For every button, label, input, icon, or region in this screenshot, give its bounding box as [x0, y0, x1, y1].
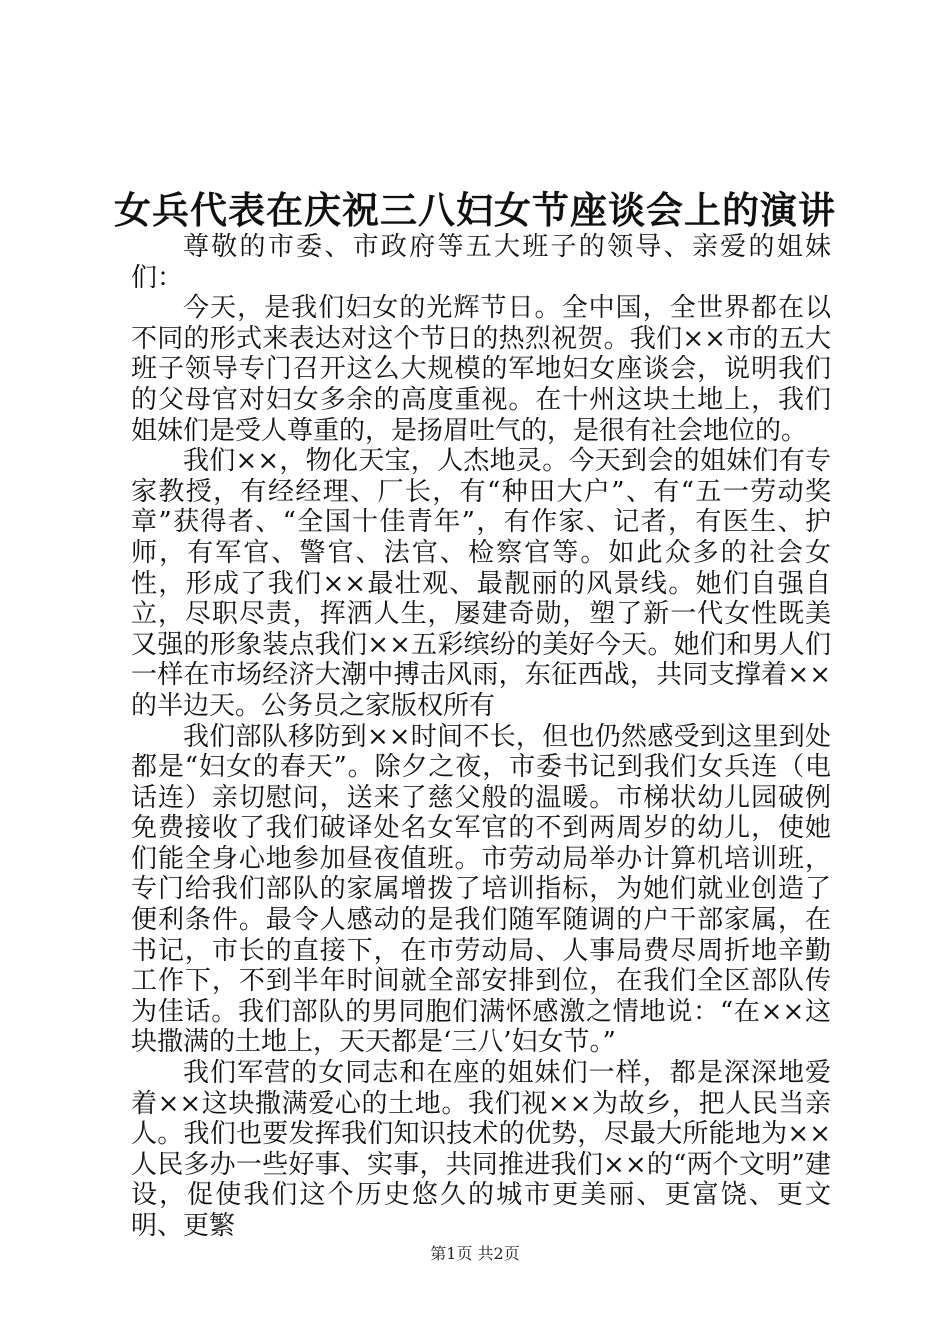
paragraph-1: 今天，是我们妇女的光辉节日。全中国，全世界都在以不同的形式来表达对这个节日的热烈祝贺。我们××市的五大班子领导专门召开这么大规模的军地妇女座谈会，说明我们的父母官对妇女多余的高度重视。在十州这块土地上，我们姐妹们是受人尊重的，是扬眉吐气的，是很有社会地位的。 [131, 293, 831, 446]
paragraph-3: 我们部队移防到××时间不长，但也仍然感受到这里到处都是“妇女的春天”。除夕之夜，市委书记到我们女兵连（电话连）亲切慰问，送来了慈父般的温暖。市梯状幼儿园破例免费接收了我们破译处名女军官的不到两周岁的幼儿，使她们能全身心地参加昼夜值班。市劳动局举办计算机培训班，专门给我们部队的家属增拨了培训指标，为她们就业创造了便利条件。最令人感动的是我们随军随调的户干部家属，在书记，市长的直接下，在市劳动局、人事局费尽周折地辛勤工作下，不到半年时间就全部安排到位，在我们全区部队传为佳话。我们部队的男同胞们满怀感激之情地说：“在××这块撒满的土地上，天天都是‘三八’妇女节。” [131, 721, 831, 1058]
page-number-footer: 第1页 共2页 [430, 1244, 520, 1263]
paragraph-4: 我们军营的女同志和在座的姐妹们一样，都是深深地爱着××这块撒满爱心的土地。我们视××为故乡，把人民当亲人。我们也要发挥我们知识技术的优势，尽最大所能地为××人民多办一些好事、实事，共同推进我们××的“两个文明”建设，促使我们这个历史悠久的城市更美丽、更富饶、更文明、更繁 [131, 1058, 831, 1241]
document-body [131, 232, 831, 1242]
paragraph-salutation: 尊敬的市委、市政府等五大班子的领导、亲爱的姐妹们： [131, 232, 831, 293]
paragraph-2: 我们××，物化天宝，人杰地灵。今天到会的姐妹们有专家教授，有经经理、厂长，有“种田大户”、有“五一劳动奖章”获得者、“全国十佳青年”，有作家、记者，有医生、护师，有军官、警官、法官、检察官等。如此众多的社会女性，形成了我们××最壮观、最靓丽的风景线。她们自强自立，尽职尽责，挥洒人生，屡建奇勋，塑了新一代女性既美又强的形象装点我们××五彩缤纷的美好今天。她们和男人们一样在市场经济大潮中搏击风雨，东征西战，共同支撑着××的半边天。公务员之家版权所有 [131, 446, 831, 721]
document-title: 女兵代表在庆祝三八妇女节座谈会上的演讲 [114, 188, 836, 232]
